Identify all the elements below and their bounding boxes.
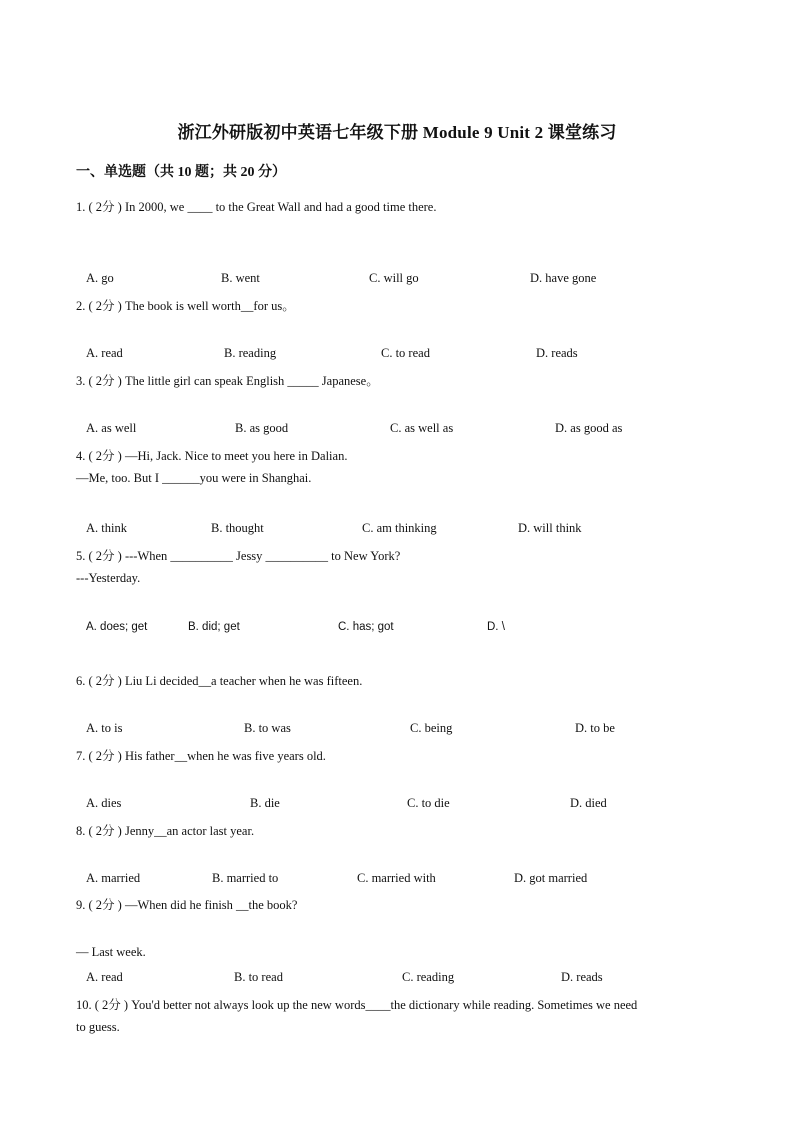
question-4-stem: 4. ( 2分 ) —Hi, Jack. Nice to meet you here in Dalian. bbox=[76, 449, 348, 463]
question-3-option-b[interactable]: B. as good bbox=[235, 421, 289, 435]
question-4-option-a[interactable]: A. think bbox=[86, 521, 127, 535]
question-6-option-d[interactable]: D. to be bbox=[575, 721, 615, 735]
question-4-option-c[interactable]: C. am thinking bbox=[362, 521, 437, 535]
question-6-stem: 6. ( 2分 ) Liu Li decided__a teacher when he was fifteen. bbox=[76, 674, 363, 688]
question-9-stem-line-2: — Last week. bbox=[76, 945, 146, 959]
question-5-option-c[interactable]: C. has; got bbox=[338, 621, 394, 633]
question-1-option-c[interactable]: C. will go bbox=[369, 271, 419, 285]
question-5-option-b[interactable]: B. did; get bbox=[188, 621, 240, 633]
question-4-option-b[interactable]: B. thought bbox=[211, 521, 264, 535]
question-3-option-c[interactable]: C. as well as bbox=[390, 421, 454, 435]
question-7-stem: 7. ( 2分 ) His father__when he was five years old. bbox=[76, 749, 326, 763]
question-8-option-b[interactable]: B. married to bbox=[212, 871, 279, 885]
question-8-option-a[interactable]: A. married bbox=[86, 871, 141, 885]
question-9-option-d[interactable]: D. reads bbox=[561, 970, 603, 984]
question-7-option-b[interactable]: B. die bbox=[250, 796, 280, 810]
question-2-option-a[interactable]: A. read bbox=[86, 346, 123, 360]
question-3-stem: 3. ( 2分 ) The little girl can speak English _____ Japanese。 bbox=[76, 374, 379, 388]
question-1-stem: 1. ( 2分 ) In 2000, we ____ to the Great Wall and had a good time there. bbox=[76, 200, 437, 214]
question-5-stem: 5. ( 2分 ) ---When __________ Jessy __________ to New York? bbox=[76, 549, 401, 563]
question-7-option-d[interactable]: D. died bbox=[570, 796, 607, 810]
question-3-option-a[interactable]: A. as well bbox=[86, 421, 137, 435]
question-1-option-b[interactable]: B. went bbox=[221, 271, 260, 285]
question-7-option-c[interactable]: C. to die bbox=[407, 796, 450, 810]
question-5-option-d[interactable]: D. \ bbox=[487, 621, 505, 633]
question-8-option-c[interactable]: C. married with bbox=[357, 871, 436, 885]
question-10-stem-line-2: to guess. bbox=[76, 1020, 120, 1034]
question-6-option-b[interactable]: B. to was bbox=[244, 721, 291, 735]
question-5-option-a[interactable]: A. does; get bbox=[86, 621, 148, 633]
question-3-option-d[interactable]: D. as good as bbox=[555, 421, 623, 435]
question-1-option-d[interactable]: D. have gone bbox=[530, 271, 597, 285]
document-title: 浙江外研版初中英语七年级下册 Module 9 Unit 2 课堂练习 bbox=[177, 123, 617, 142]
question-6-option-a[interactable]: A. to is bbox=[86, 721, 123, 735]
question-4-stem-line-2: —Me, too. But I ______you were in Shanghai. bbox=[76, 471, 312, 485]
question-2-option-c[interactable]: C. to read bbox=[381, 346, 430, 360]
section-heading: 一、单选题（共 10 题；共 20 分） bbox=[76, 165, 286, 180]
question-9-option-c[interactable]: C. reading bbox=[402, 970, 455, 984]
question-7-option-a[interactable]: A. dies bbox=[86, 796, 122, 810]
question-9-stem: 9. ( 2分 ) —When did he finish __the book? bbox=[76, 898, 298, 912]
question-6-option-c[interactable]: C. being bbox=[410, 721, 453, 735]
question-9-option-a[interactable]: A. read bbox=[86, 970, 123, 984]
question-2-option-b[interactable]: B. reading bbox=[224, 346, 277, 360]
question-9-option-b[interactable]: B. to read bbox=[234, 970, 283, 984]
question-8-option-d[interactable]: D. got married bbox=[514, 871, 588, 885]
question-2-option-d[interactable]: D. reads bbox=[536, 346, 578, 360]
question-2-stem: 2. ( 2分 ) The book is well worth__for us。 bbox=[76, 299, 295, 313]
question-10-stem: 10. ( 2分 ) You'd better not always look up the new words____the dictionary while reading. Sometimes we need bbox=[76, 998, 638, 1012]
question-8-stem: 8. ( 2分 ) Jenny__an actor last year. bbox=[76, 824, 255, 838]
question-4-option-d[interactable]: D. will think bbox=[518, 521, 582, 535]
question-1-option-a[interactable]: A. go bbox=[86, 271, 114, 285]
question-5-stem-line-2: ---Yesterday. bbox=[76, 571, 141, 585]
